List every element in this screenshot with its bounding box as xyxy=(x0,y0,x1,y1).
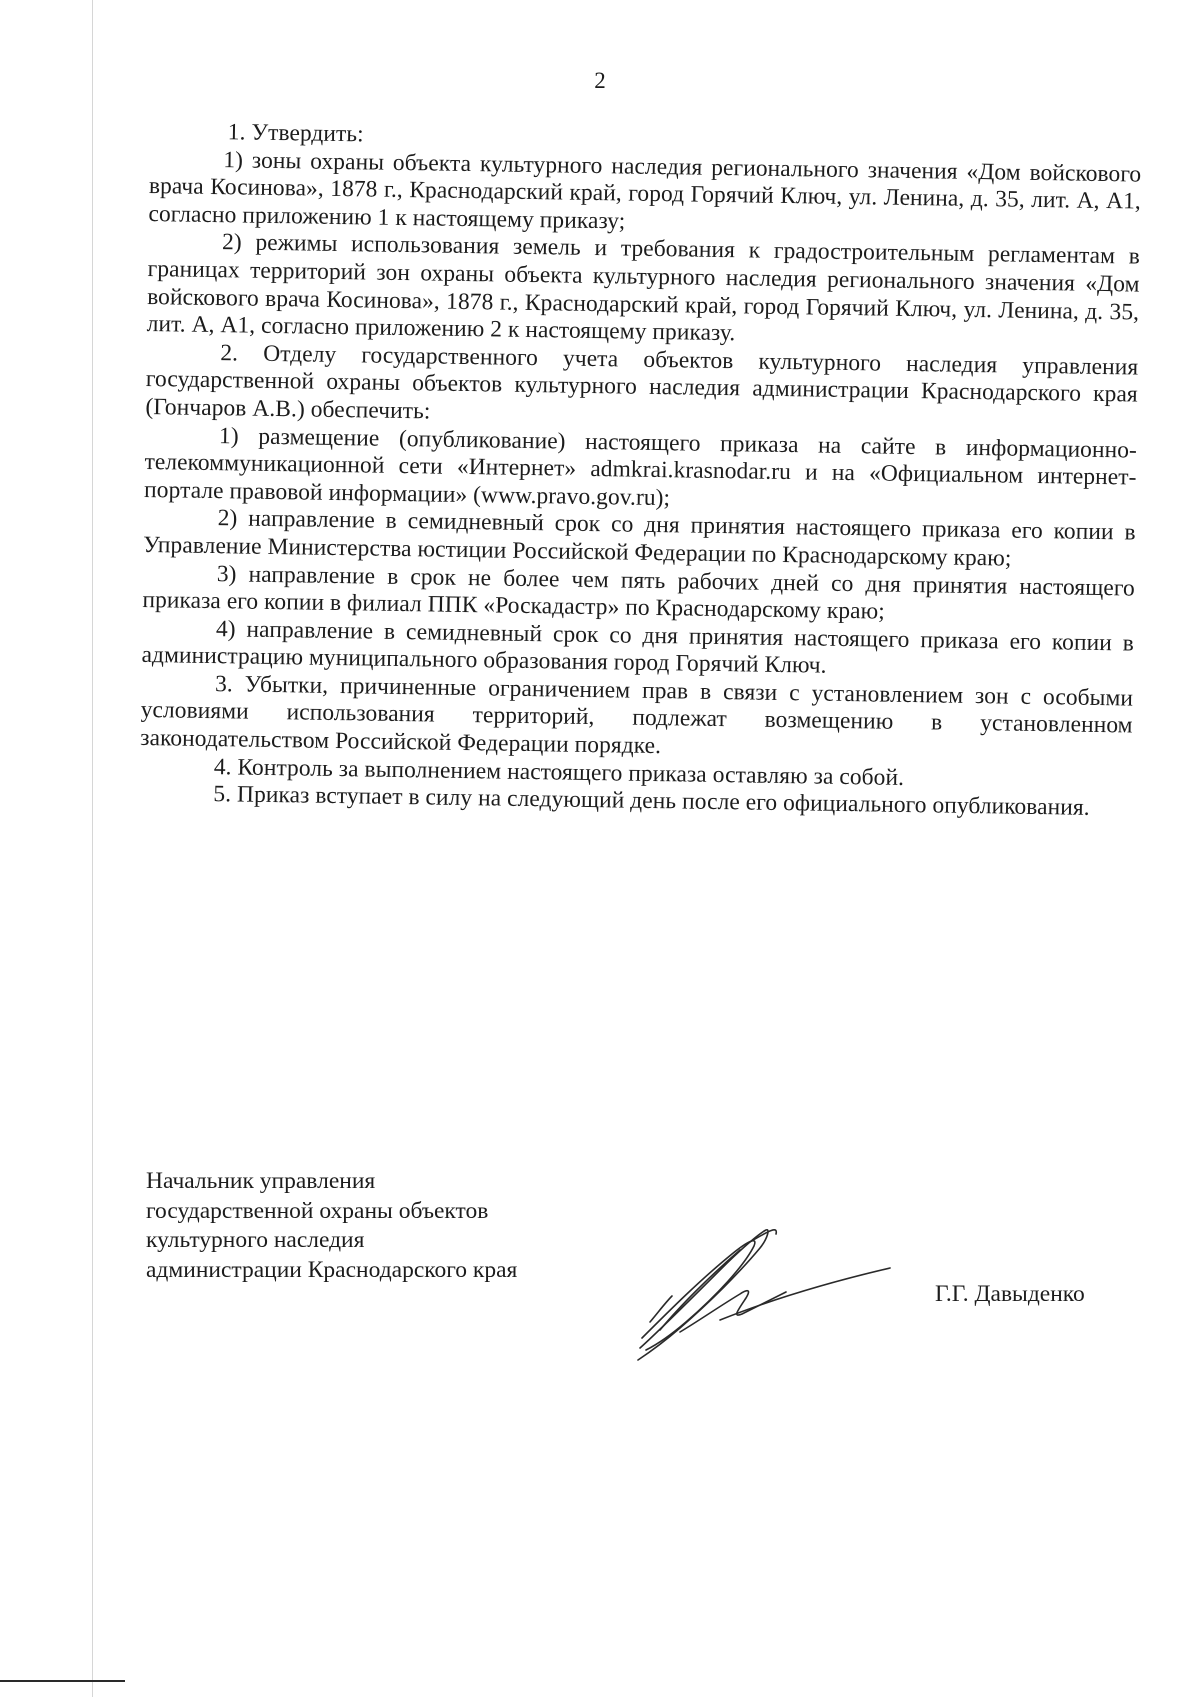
paragraph-control: 4. Контроль за выполнением настоящего приказа оставляю за собой. xyxy=(213,753,905,791)
paragraph-roskadastr: 3) направление в срок не более чем пять рабочих дней со дня принятия настоящего приказа его копии в филиал ППК «Роскадастр» по Краснодарскому краю; xyxy=(142,560,1135,625)
signatory-position xyxy=(146,1167,517,1285)
page-number: 2 xyxy=(594,68,606,93)
page-bottom-line xyxy=(0,1680,125,1682)
page-edge-line xyxy=(92,0,93,1697)
order-text xyxy=(139,118,1142,823)
signatory-position-line: администрации Краснодарского края xyxy=(146,1256,518,1283)
signer-name: Г.Г. Давыденко xyxy=(935,1281,1085,1307)
paragraph-approve: 1. Утвердить: xyxy=(227,119,364,148)
paragraph-land-use-regimes: 2) режимы использования земель и требования к градостроительным регламентам в границах территорий зон охраны объекта культурного наследия регионального значения «Дом войскового врача Косинова», 1878 г., Краснодарский край, город Горячий Ключ, ул. Ленина, д. 35, лит. А, А1, согласно приложению 2 к настоящему приказу. xyxy=(146,229,1141,347)
signatory-position-line: культурного наследия xyxy=(146,1227,365,1253)
paragraph-protection-zones: 1) зоны охраны объекта культурного наследия регионального значения «Дом войскового врача Косинова», 1878 г., Краснодарский край, город Горячий Ключ, ул. Ленина, д. 35, лит. А, А1, согласно приложению 1 к настоящему приказу; xyxy=(148,146,1142,235)
signatory-position-line: государственной охраны объектов xyxy=(146,1197,489,1224)
paragraph-department-duties: 2. Отделу государственного учета объектов культурного наследия управления государственной охраны объектов культурного наследия администрации Краснодарского края (Гончаров А.В.) обеспечить: xyxy=(145,339,1139,425)
paragraph-ministry-of-justice: 2) направление в семидневный срок со дня принятия настоящего приказа его копии в Управление Министерства юстиции Российской Федерации по Краснодарскому краю; xyxy=(143,505,1136,572)
paragraph-publication: 1) размещение (опубликование) настоящего приказа на сайте в информационно-телекоммуникационной сети «Интернет» admkrai.krasnodar.ru и на «Официальном интернет-портале правовой информации» (www.pravo.gov.ru); xyxy=(143,422,1138,511)
paragraph-municipality: 4) направление в семидневный срок со дня принятия настоящего приказа его копии в администрацию муниципального образования город Горячий Ключ. xyxy=(141,615,1135,679)
paragraph-entry-into-force: 5. Приказ вступает в силу на следующий день после его официального опубликования. xyxy=(213,781,1090,822)
signatory-position-line: Начальник управления xyxy=(146,1168,376,1194)
handwritten-signature xyxy=(620,1210,910,1370)
paragraph-losses: 3. Убытки, причиненные ограничением прав в связи с установлением зон с особыми условиями использования территорий, подлежат возмещению в установленном законодательством Российской Федерации порядке. xyxy=(140,670,1134,760)
